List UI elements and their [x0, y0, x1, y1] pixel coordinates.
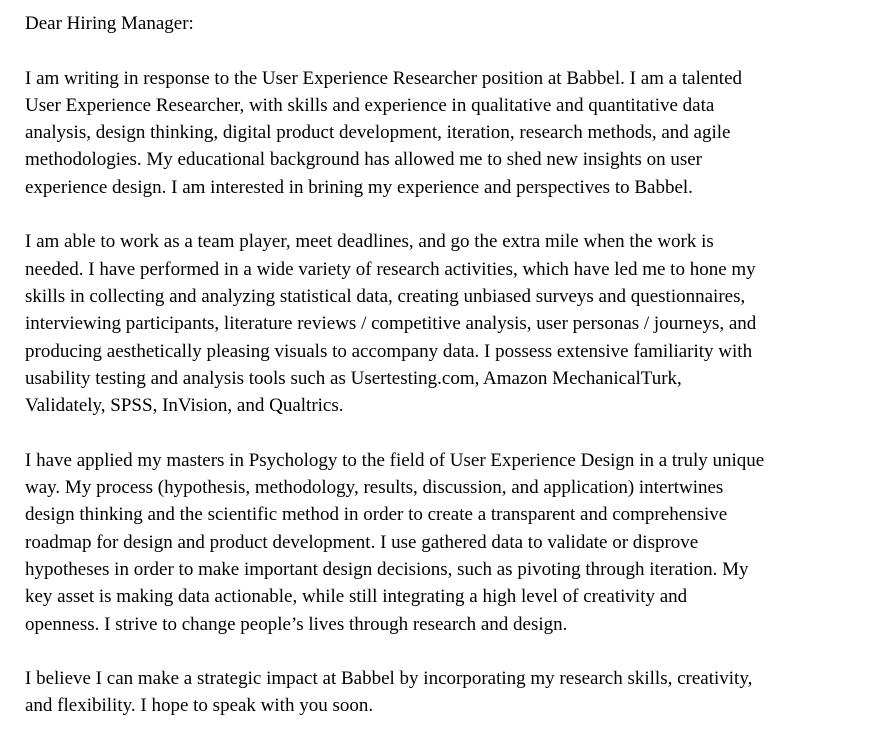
- paragraph-gap: [25, 419, 870, 446]
- paragraph-closing: [25, 665, 870, 720]
- paragraph-line: needed. I have performed in a wide variety of research activities, which have led me to hone my: [25, 258, 756, 280]
- paragraph-line: Validately, SPSS, InVision, and Qualtrics.: [25, 395, 344, 417]
- paragraph-intro: [25, 65, 870, 201]
- paragraph-line: design thinking and the scientific method in order to create a transparent and comprehensive: [25, 504, 728, 526]
- paragraph-line: usability testing and analysis tools such as Usertesting.com, Amazon MechanicalTurk,: [25, 367, 682, 389]
- paragraph-line: and flexibility. I hope to speak with you soon.: [25, 695, 374, 717]
- cover-letter: [25, 10, 870, 720]
- paragraph-line: skills in collecting and analyzing statistical data, creating unbiased surveys and questionnaires,: [25, 285, 746, 307]
- paragraph-gap: [25, 201, 870, 228]
- paragraph-line: analysis, design thinking, digital product development, iteration, research methods, and agile: [25, 122, 731, 144]
- paragraph-skills: [25, 228, 870, 419]
- paragraph-line: experience design. I am interested in brining my experience and perspectives to Babbel.: [25, 176, 693, 198]
- paragraph-gap: [25, 638, 870, 665]
- paragraph-line: key asset is making data actionable, while still integrating a high level of creativity and: [25, 586, 688, 608]
- paragraph-line: I have applied my masters in Psychology to the field of User Experience Design in a truly unique: [25, 449, 765, 471]
- paragraph-line: interviewing participants, literature reviews / competitive analysis, user personas / journeys, and: [25, 313, 757, 335]
- paragraph-line: producing aesthetically pleasing visuals to accompany data. I possess extensive familiarity with: [25, 340, 753, 362]
- paragraph-line: User Experience Researcher, with skills and experience in qualitative and quantitative data: [25, 94, 715, 116]
- paragraph-line: I am writing in response to the User Experience Researcher position at Babbel. I am a talented: [25, 67, 742, 89]
- paragraph-line: methodologies. My educational background has allowed me to shed new insights on user: [25, 149, 703, 171]
- paragraph-line: way. My process (hypothesis, methodology, results, discussion, and application) intertwines: [25, 477, 724, 499]
- paragraph-line: roadmap for design and product development. I use gathered data to validate or disprove: [25, 531, 699, 553]
- paragraph-line: I am able to work as a team player, meet deadlines, and go the extra mile when the work is: [25, 231, 714, 253]
- paragraph-process: [25, 447, 870, 638]
- paragraph-line: I believe I can make a strategic impact at Babbel by incorporating my research skills, creativity,: [25, 668, 753, 690]
- paragraph-gap: [25, 37, 870, 64]
- salutation: Dear Hiring Manager:: [25, 13, 194, 34]
- paragraph-line: hypotheses in order to make important design decisions, such as pivoting through iteration. My: [25, 558, 749, 580]
- paragraph-line: openness. I strive to change people’s lives through research and design.: [25, 613, 568, 635]
